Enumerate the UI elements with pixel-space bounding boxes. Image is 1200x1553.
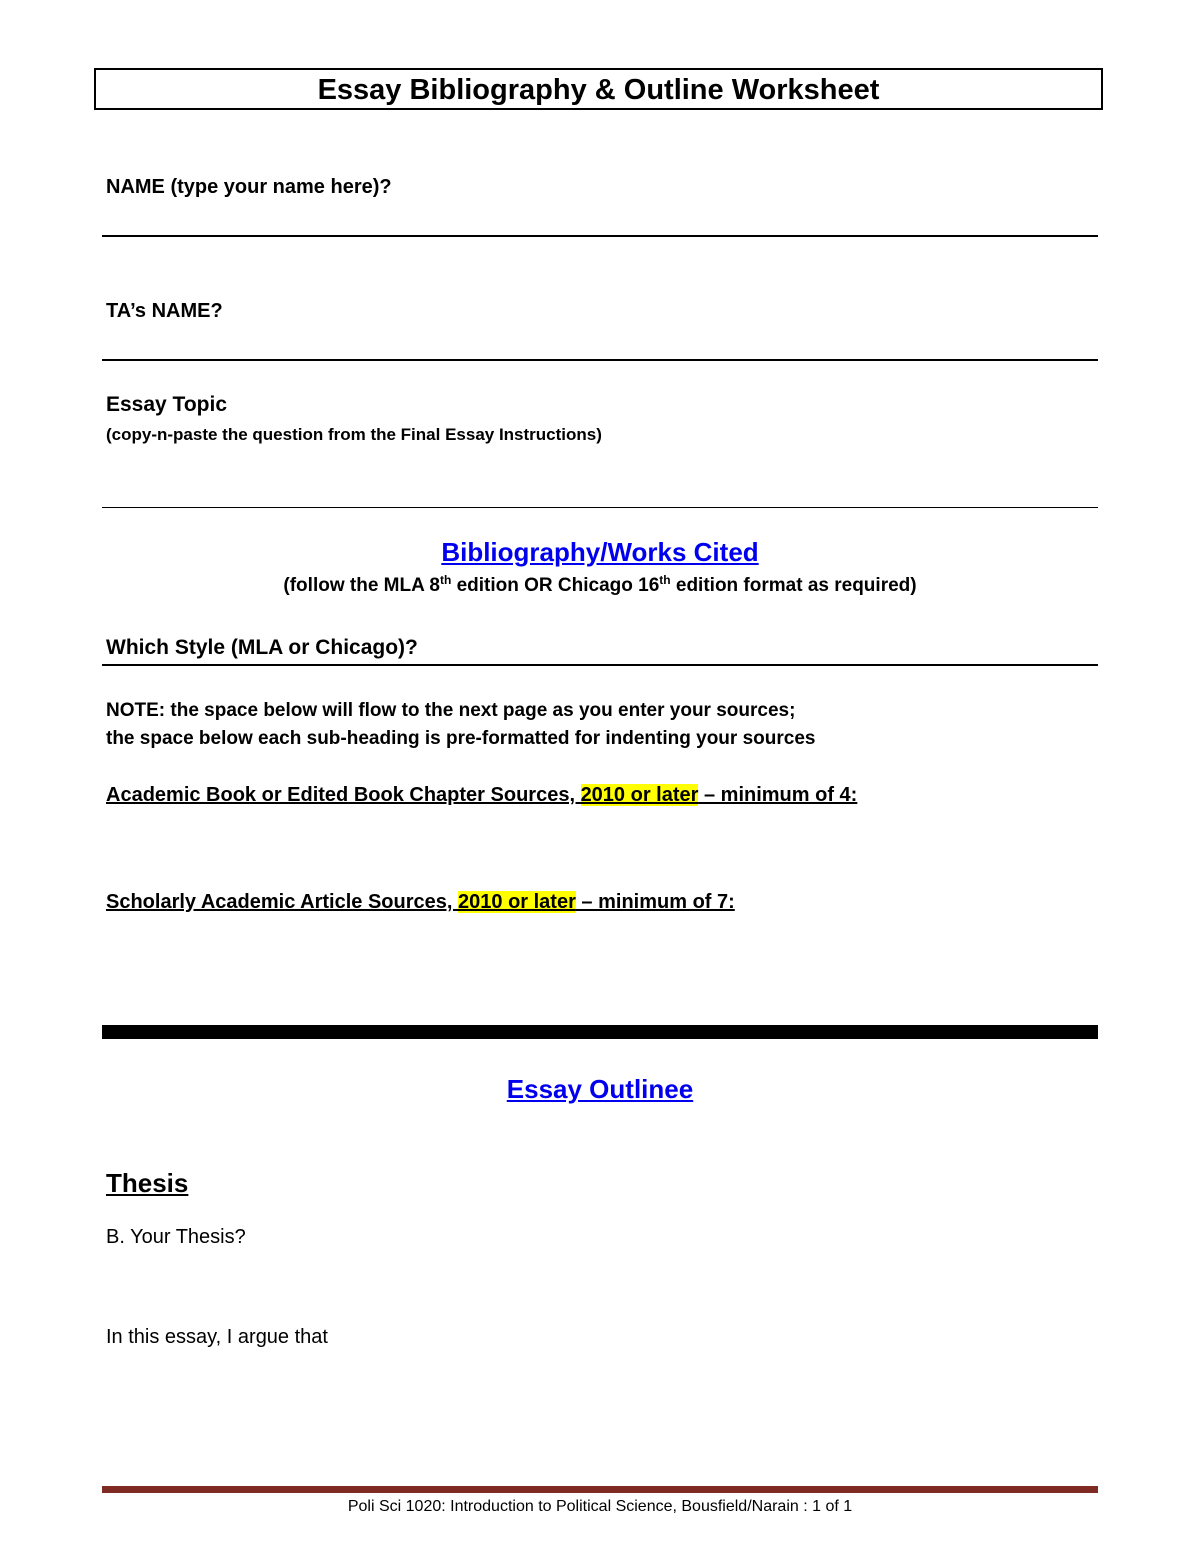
article-sources-text: Scholarly Academic Article Sources,	[106, 891, 459, 913]
section-divider	[102, 1025, 1098, 1039]
outline-heading: Essay Outlinee	[506, 1074, 694, 1104]
ta-name-input-line[interactable]	[102, 359, 1098, 361]
book-sources-highlight: 2010 or later	[580, 784, 699, 806]
essay-topic-hint: (copy-n-paste the question from the Final Essay Instructions)	[106, 425, 602, 444]
article-sources-heading	[106, 891, 735, 914]
article-sources-suffix: – minimum of 7:	[575, 891, 735, 913]
book-sources-suffix: – minimum of 4:	[698, 784, 858, 806]
article-sources-highlight: 2010 or later	[458, 891, 576, 913]
format-text-1: (follow the MLA 8	[283, 575, 440, 596]
thesis-statement-start[interactable]: In this essay, I argue that	[106, 1326, 328, 1348]
essay-topic-input-line[interactable]	[102, 507, 1098, 508]
note-block	[106, 697, 815, 753]
document-title: Essay Bibliography & Outline Worksheet	[94, 68, 1103, 110]
footer-divider	[102, 1486, 1098, 1493]
format-text-3: edition format as required)	[670, 575, 917, 596]
essay-topic-label: Essay Topic	[106, 393, 227, 416]
name-label: NAME	[106, 176, 165, 198]
format-sup-1: th	[439, 573, 452, 587]
format-sup-2: th	[659, 573, 671, 587]
note-line-1: NOTE: the space below will flow to the next page as you enter your sources;	[106, 700, 796, 721]
book-sources-heading	[106, 784, 857, 807]
ta-name-label: TA’s NAME?	[106, 300, 223, 322]
bibliography-heading: Bibliography/Works Cited	[441, 537, 759, 567]
thesis-heading: Thesis	[106, 1168, 189, 1198]
citation-style-question: Which Style (MLA or Chicago)?	[106, 636, 418, 659]
book-sources-text: Academic Book or Edited Book Chapter Sources,	[106, 784, 581, 806]
thesis-prompt: B. Your Thesis?	[106, 1226, 246, 1248]
name-field-label	[106, 176, 392, 199]
page-footer: Poli Sci 1020: Introduction to Political Science, Bousfield/Narain : 1 of 1	[347, 1498, 853, 1515]
bibliography-format-note	[0, 575, 1200, 597]
note-line-2: the space below each sub-heading is pre-formatted for indenting your sources	[106, 728, 816, 749]
name-hint: (type your name here)?	[164, 176, 392, 198]
format-text-2: edition OR Chicago 16	[451, 575, 660, 596]
citation-style-input-line[interactable]	[102, 664, 1098, 666]
name-input-line[interactable]	[102, 235, 1098, 237]
